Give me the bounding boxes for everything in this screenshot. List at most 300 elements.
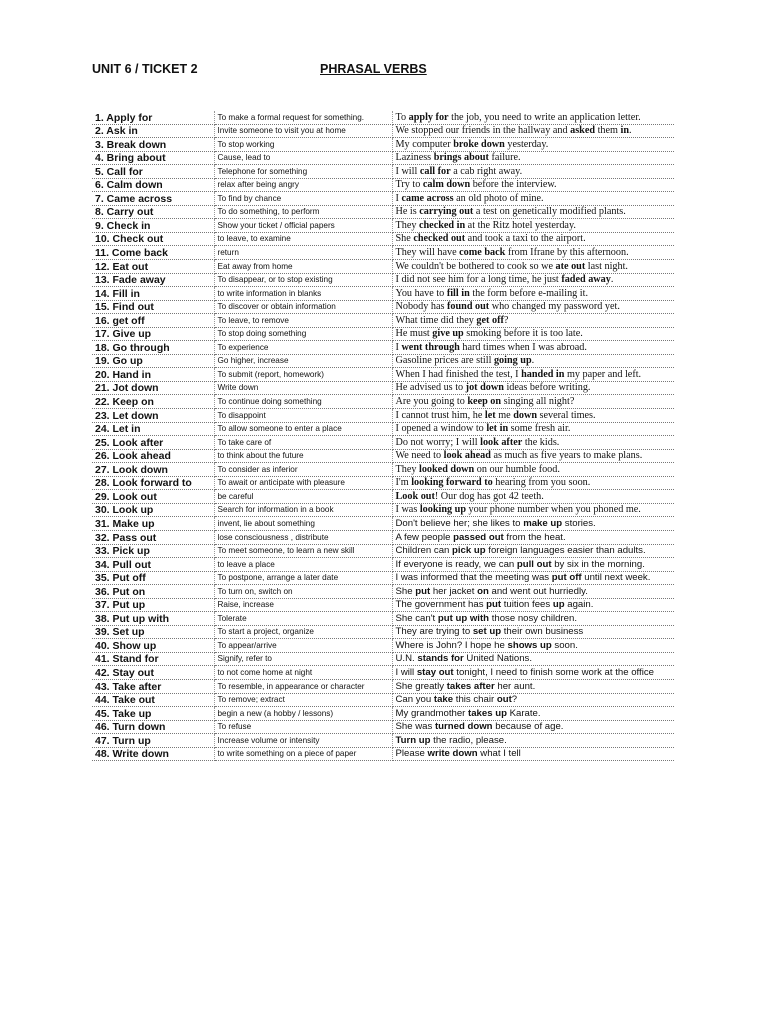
- example-highlight: down: [513, 409, 537, 421]
- table-row: [92, 707, 674, 721]
- phrasal-verb-cell: 34. Pull out: [92, 558, 214, 572]
- example-text: He must: [395, 328, 433, 340]
- example-highlight: calm down: [422, 179, 471, 191]
- example-highlight: let in: [486, 423, 509, 435]
- example-highlight: ate out: [555, 260, 586, 272]
- table-row: [92, 368, 674, 382]
- example-text: She: [395, 585, 416, 597]
- example-text: The government has: [395, 599, 487, 611]
- table-row: [92, 747, 674, 761]
- example-sentence-cell: [392, 124, 674, 138]
- example-text: Try to: [395, 179, 423, 191]
- example-text: I opened a window to: [395, 423, 487, 435]
- phrasal-verb-cell: 15. Find out: [92, 300, 214, 314]
- example-sentence-cell: [392, 517, 674, 531]
- definition-cell: begin a new (a hobby / lessons): [214, 707, 392, 721]
- example-sentence-cell: [392, 341, 674, 355]
- example-highlight: get off: [476, 314, 504, 326]
- example-highlight: looking forward to: [411, 477, 493, 489]
- table-row: [92, 679, 674, 693]
- table-row: [92, 138, 674, 152]
- table-row: [92, 354, 674, 368]
- phrasal-verb-cell: 7. Came across: [92, 192, 214, 206]
- phrasal-verb-cell: 44. Take out: [92, 693, 214, 707]
- example-text: them: [595, 125, 621, 137]
- example-sentence-cell: [392, 571, 674, 585]
- example-highlight: come back: [459, 247, 506, 259]
- example-sentence-cell: [392, 449, 674, 463]
- example-sentence-cell: [392, 409, 674, 423]
- table-row: [92, 503, 674, 517]
- definition-cell: To consider as inferior: [214, 463, 392, 477]
- phrasal-verb-cell: 48. Write down: [92, 747, 214, 761]
- example-text: the job, you need to write an application letter.: [448, 111, 641, 123]
- example-text: this chair: [453, 694, 497, 706]
- table-row: [92, 734, 674, 748]
- definition-cell: To take care of: [214, 436, 392, 450]
- definition-cell: To disappoint: [214, 409, 392, 423]
- example-text: tuition fees: [501, 599, 553, 611]
- example-highlight: stay out: [416, 666, 454, 678]
- phrasal-verb-cell: 8. Carry out: [92, 205, 214, 219]
- phrasal-verb-cell: 31. Make up: [92, 517, 214, 531]
- table-row: [92, 544, 674, 558]
- example-text: We need to: [395, 450, 444, 462]
- example-text: ?: [511, 694, 518, 706]
- example-text: yesterday.: [504, 138, 549, 150]
- example-highlight: looking up: [419, 504, 466, 516]
- example-highlight: put: [415, 585, 431, 597]
- example-text: I cannot trust him, he: [395, 409, 485, 421]
- definition-cell: Telephone for something: [214, 165, 392, 179]
- definition-cell: To leave, to remove: [214, 314, 392, 328]
- example-text: an old photo of mine.: [453, 192, 544, 204]
- definition-cell: Invite someone to visit you at home: [214, 124, 392, 138]
- phrasal-verb-cell: 24. Let in: [92, 422, 214, 436]
- definition-cell: To make a formal request for something.: [214, 111, 392, 124]
- example-text: I will: [395, 666, 417, 678]
- example-highlight: pull out: [516, 558, 552, 570]
- example-highlight: Turn up: [395, 734, 431, 746]
- example-sentence-cell: [392, 368, 674, 382]
- example-highlight: went through: [401, 341, 460, 353]
- example-text: We stopped our friends in the hallway and: [395, 125, 571, 137]
- example-text: .: [628, 125, 632, 137]
- example-text: the kids.: [522, 436, 560, 448]
- example-sentence-cell: [392, 232, 674, 246]
- phrasal-verb-cell: 39. Set up: [92, 625, 214, 639]
- table-row: [92, 463, 674, 477]
- phrasal-verb-cell: 27. Look down: [92, 463, 214, 477]
- table-row: [92, 124, 674, 138]
- phrasal-verb-cell: 22. Keep on: [92, 395, 214, 409]
- phrasal-verb-cell: 13. Fade away: [92, 273, 214, 287]
- table-row: [92, 517, 674, 531]
- example-sentence-cell: [392, 287, 674, 301]
- example-sentence-cell: [392, 381, 674, 395]
- example-highlight: call for: [419, 165, 451, 177]
- example-text: He is: [395, 206, 420, 218]
- definition-cell: To continue doing something: [214, 395, 392, 409]
- table-row: [92, 612, 674, 626]
- phrasal-verb-cell: 35. Put off: [92, 571, 214, 585]
- phrasal-verb-cell: 33. Pick up: [92, 544, 214, 558]
- definition-cell: To discover or obtain information: [214, 300, 392, 314]
- example-sentence-cell: [392, 138, 674, 152]
- example-highlight: turned down: [434, 721, 493, 733]
- example-text: and took a taxi to the airport.: [465, 233, 586, 245]
- definition-cell: Search for information in a book: [214, 503, 392, 517]
- example-sentence-cell: [392, 625, 674, 639]
- definition-cell: To remove; extract: [214, 693, 392, 707]
- example-text: stories.: [562, 517, 596, 529]
- table-row: [92, 666, 674, 680]
- example-text: They: [395, 219, 419, 231]
- example-text: failure.: [488, 152, 521, 164]
- table-row: [92, 192, 674, 206]
- example-text: the form before e-mailing it.: [469, 287, 589, 299]
- definition-cell: To experience: [214, 341, 392, 355]
- unit-label: UNIT 6 / TICKET 2: [92, 62, 198, 76]
- table-row: [92, 232, 674, 246]
- example-text: When I had finished the test, I: [395, 368, 522, 380]
- phrasal-verb-cell: 46. Turn down: [92, 720, 214, 734]
- phrasal-verb-cell: 14. Fill in: [92, 287, 214, 301]
- example-highlight: takes after: [446, 680, 495, 692]
- example-sentence-cell: [392, 205, 674, 219]
- example-text: I: [395, 341, 402, 353]
- definition-cell: invent, lie about something: [214, 517, 392, 531]
- example-highlight: put off: [551, 572, 582, 584]
- example-text: before the interview.: [470, 179, 557, 191]
- example-text: their own business: [501, 626, 584, 638]
- example-highlight: up: [552, 599, 565, 611]
- example-text: She: [395, 233, 414, 245]
- definition-cell: To submit (report, homework): [214, 368, 392, 382]
- example-sentence-cell: [392, 747, 674, 761]
- example-text: hard times when I was abroad.: [459, 341, 587, 353]
- example-sentence-cell: [392, 612, 674, 626]
- phrasal-verb-cell: 47. Turn up: [92, 734, 214, 748]
- table-row: [92, 314, 674, 328]
- example-text: as much as five years to make plans.: [490, 450, 643, 462]
- example-text: Are you going to: [395, 396, 468, 408]
- example-text: .: [610, 274, 614, 286]
- definition-cell: return: [214, 246, 392, 260]
- example-text: Please: [395, 748, 428, 760]
- example-highlight: takes up: [468, 707, 507, 719]
- table-row: [92, 151, 674, 165]
- phrasal-verb-cell: 20. Hand in: [92, 368, 214, 382]
- example-highlight: put: [486, 599, 502, 611]
- example-text: He advised us to: [395, 382, 466, 394]
- example-text: A few people: [395, 531, 454, 543]
- example-sentence-cell: [392, 734, 674, 748]
- table-row: [92, 490, 674, 504]
- definition-cell: To do something, to perform: [214, 205, 392, 219]
- example-highlight: apply for: [408, 111, 449, 123]
- example-text: What time did they: [395, 314, 477, 326]
- definition-cell: to write information in blanks: [214, 287, 392, 301]
- example-highlight: handed in: [521, 368, 565, 380]
- example-sentence-cell: [392, 300, 674, 314]
- example-text: her aunt.: [494, 680, 536, 692]
- example-sentence-cell: [392, 585, 674, 599]
- example-text: Can you: [395, 694, 434, 706]
- definition-cell: To allow someone to enter a place: [214, 422, 392, 436]
- example-sentence-cell: [392, 544, 674, 558]
- example-text: .: [531, 355, 535, 367]
- example-text: on our humble food.: [474, 463, 560, 475]
- example-sentence-cell: [392, 558, 674, 572]
- definition-cell: To stop doing something: [214, 327, 392, 341]
- example-text: Nobody has: [395, 301, 447, 313]
- example-sentence-cell: [392, 327, 674, 341]
- example-highlight: Look out: [395, 490, 435, 502]
- example-text: U.N.: [395, 653, 418, 665]
- definition-cell: relax after being angry: [214, 178, 392, 192]
- table-row: [92, 165, 674, 179]
- example-text: I was informed that the meeting was: [395, 572, 552, 584]
- phrasal-verb-cell: 32. Pass out: [92, 530, 214, 544]
- example-sentence-cell: [392, 530, 674, 544]
- example-sentence-cell: [392, 666, 674, 680]
- definition-cell: Signify, refer to: [214, 652, 392, 666]
- definition-cell: to think about the future: [214, 449, 392, 463]
- definition-cell: To find by chance: [214, 192, 392, 206]
- table-row: [92, 395, 674, 409]
- definition-cell: Raise, increase: [214, 598, 392, 612]
- table-row: [92, 327, 674, 341]
- phrasal-verb-cell: 16. get off: [92, 314, 214, 328]
- example-text: She was: [395, 721, 435, 733]
- example-text: tonight, I need to finish some work at the office: [453, 666, 654, 678]
- example-text: United Nations.: [463, 653, 533, 665]
- phrasal-verb-cell: 5. Call for: [92, 165, 214, 179]
- example-sentence-cell: [392, 192, 674, 206]
- example-highlight: checked in: [418, 219, 466, 231]
- table-row: [92, 409, 674, 423]
- example-text: I did not see him for a long time, he just: [395, 274, 562, 286]
- phrasal-verb-cell: 9. Check in: [92, 219, 214, 233]
- example-highlight: pick up: [452, 545, 486, 557]
- example-text: a test on genetically modified plants.: [473, 206, 626, 218]
- example-text: several times.: [537, 409, 596, 421]
- definition-cell: To appear/arrive: [214, 639, 392, 653]
- example-text: those nosy children.: [489, 612, 578, 624]
- definition-cell: To refuse: [214, 720, 392, 734]
- phrasal-verb-cell: 37. Put up: [92, 598, 214, 612]
- example-text: I'm: [395, 477, 412, 489]
- definition-cell: Cause, lead to: [214, 151, 392, 165]
- example-highlight: out: [496, 694, 512, 706]
- table-row: [92, 178, 674, 192]
- example-highlight: look ahead: [443, 450, 491, 462]
- example-highlight: fill in: [446, 287, 470, 299]
- example-text: Where is John? I hope he: [395, 639, 508, 651]
- example-text: My grandmother: [395, 707, 469, 719]
- example-sentence-cell: [392, 598, 674, 612]
- example-text: what I tell: [477, 748, 521, 760]
- example-sentence-cell: [392, 260, 674, 274]
- phrasal-verb-cell: 41. Stand for: [92, 652, 214, 666]
- example-text: ideas before writing.: [503, 382, 591, 394]
- table-row: [92, 585, 674, 599]
- phrasal-verb-cell: 18. Go through: [92, 341, 214, 355]
- example-text: my paper and left.: [564, 368, 642, 380]
- table-row: [92, 571, 674, 585]
- table-row: [92, 246, 674, 260]
- phrasal-verb-cell: 17. Give up: [92, 327, 214, 341]
- phrasal-verb-cell: 1. Apply for: [92, 111, 214, 124]
- example-highlight: found out: [447, 301, 490, 313]
- definition-cell: to not come home at night: [214, 666, 392, 680]
- example-highlight: stands for: [417, 653, 464, 665]
- definition-cell: be careful: [214, 490, 392, 504]
- example-text: Children can: [395, 545, 453, 557]
- example-text: soon.: [551, 639, 578, 651]
- example-sentence-cell: [392, 422, 674, 436]
- example-sentence-cell: [392, 707, 674, 721]
- example-sentence-cell: [392, 178, 674, 192]
- example-text: the radio, please.: [430, 734, 507, 746]
- example-text: Laziness: [395, 152, 434, 164]
- phrasal-verb-cell: 6. Calm down: [92, 178, 214, 192]
- example-text: a cab right away.: [450, 165, 523, 177]
- example-sentence-cell: [392, 354, 674, 368]
- example-text: hearing from you soon.: [492, 477, 591, 489]
- example-text: She can't: [395, 612, 438, 624]
- definition-cell: Go higher, increase: [214, 354, 392, 368]
- table-row: [92, 260, 674, 274]
- example-text: her jacket: [430, 585, 478, 597]
- example-text: They are trying to: [395, 626, 473, 638]
- phrasal-verb-cell: 10. Check out: [92, 232, 214, 246]
- example-text: because of age.: [492, 721, 564, 733]
- table-row: [92, 341, 674, 355]
- example-text: She greatly: [395, 680, 447, 692]
- example-highlight: checked out: [413, 233, 466, 245]
- example-text: smoking before it is too late.: [463, 328, 583, 340]
- definition-cell: to leave a place: [214, 558, 392, 572]
- example-text: some fresh air.: [508, 423, 571, 435]
- example-highlight: shows up: [507, 639, 552, 651]
- table-row: [92, 273, 674, 287]
- phrasal-verb-cell: 21. Jot down: [92, 381, 214, 395]
- example-highlight: passed out: [453, 531, 504, 543]
- example-sentence-cell: [392, 720, 674, 734]
- example-highlight: on: [477, 585, 489, 597]
- example-highlight: let: [484, 409, 496, 421]
- table-row: [92, 219, 674, 233]
- phrasal-verb-cell: 2. Ask in: [92, 124, 214, 138]
- example-highlight: write down: [427, 748, 478, 760]
- definition-cell: Tolerate: [214, 612, 392, 626]
- phrasal-verbs-table: [92, 111, 674, 761]
- table-row: [92, 625, 674, 639]
- example-sentence-cell: [392, 246, 674, 260]
- example-text: ?: [503, 314, 509, 326]
- table-row: [92, 530, 674, 544]
- table-row: [92, 720, 674, 734]
- example-text: again.: [564, 599, 594, 611]
- example-highlight: came across: [401, 192, 454, 204]
- table-row: [92, 300, 674, 314]
- example-text: If everyone is ready, we can: [395, 558, 517, 570]
- example-text: ! Our dog has got 42 teeth.: [434, 490, 544, 502]
- phrasal-verb-cell: 43. Take after: [92, 679, 214, 693]
- example-sentence-cell: [392, 679, 674, 693]
- example-highlight: in: [620, 125, 629, 137]
- example-text: Karate.: [506, 707, 541, 719]
- example-sentence-cell: [392, 436, 674, 450]
- example-highlight: take: [433, 694, 454, 706]
- phrasal-verb-cell: 26. Look ahead: [92, 449, 214, 463]
- example-highlight: set up: [472, 626, 502, 638]
- phrasal-verb-cell: 3. Break down: [92, 138, 214, 152]
- phrasal-verb-cell: 30. Look up: [92, 503, 214, 517]
- example-text: My computer: [395, 138, 454, 150]
- definition-cell: To start a project, organize: [214, 625, 392, 639]
- definition-cell: To resemble, in appearance or character: [214, 679, 392, 693]
- example-text: They: [395, 463, 419, 475]
- phrasal-verb-cell: 19. Go up: [92, 354, 214, 368]
- example-sentence-cell: [392, 693, 674, 707]
- table-row: [92, 639, 674, 653]
- phrasal-verb-cell: 4. Bring about: [92, 151, 214, 165]
- table-row: [92, 381, 674, 395]
- phrasal-verb-cell: 36. Put on: [92, 585, 214, 599]
- table-row: [92, 652, 674, 666]
- example-text: Do not worry; I will: [395, 436, 481, 448]
- table-row: [92, 287, 674, 301]
- table-row: [92, 476, 674, 490]
- example-sentence-cell: [392, 219, 674, 233]
- definition-cell: Increase volume or intensity: [214, 734, 392, 748]
- example-text: They will have: [395, 247, 460, 259]
- example-text: until next week.: [581, 572, 651, 584]
- phrasal-verb-cell: 11. Come back: [92, 246, 214, 260]
- table-row: [92, 558, 674, 572]
- phrasal-verb-cell: 42. Stay out: [92, 666, 214, 680]
- example-highlight: keep on: [467, 396, 502, 408]
- definition-cell: Eat away from home: [214, 260, 392, 274]
- example-highlight: put up with: [437, 612, 490, 624]
- example-text: Gasoline prices are still: [395, 355, 494, 367]
- example-text: last night.: [585, 260, 628, 272]
- definition-cell: to leave, to examine: [214, 232, 392, 246]
- definition-cell: To meet someone, to learn a new skill: [214, 544, 392, 558]
- example-highlight: asked: [570, 125, 596, 137]
- example-highlight: broke down: [453, 138, 505, 150]
- example-sentence-cell: [392, 314, 674, 328]
- definition-cell: to write something on a piece of paper: [214, 747, 392, 761]
- example-highlight: faded away: [561, 274, 611, 286]
- table-row: [92, 449, 674, 463]
- example-text: at the Ritz hotel yesterday.: [465, 219, 576, 231]
- example-highlight: give up: [432, 328, 464, 340]
- phrasal-verb-cell: 40. Show up: [92, 639, 214, 653]
- example-text: To: [395, 111, 409, 123]
- example-text: I: [395, 192, 402, 204]
- example-sentence-cell: [392, 111, 674, 124]
- example-highlight: carrying out: [419, 206, 474, 218]
- example-sentence-cell: [392, 273, 674, 287]
- example-highlight: looked down: [418, 463, 475, 475]
- phrasal-verb-cell: 29. Look out: [92, 490, 214, 504]
- example-text: I will: [395, 165, 420, 177]
- example-text: I was: [395, 504, 420, 516]
